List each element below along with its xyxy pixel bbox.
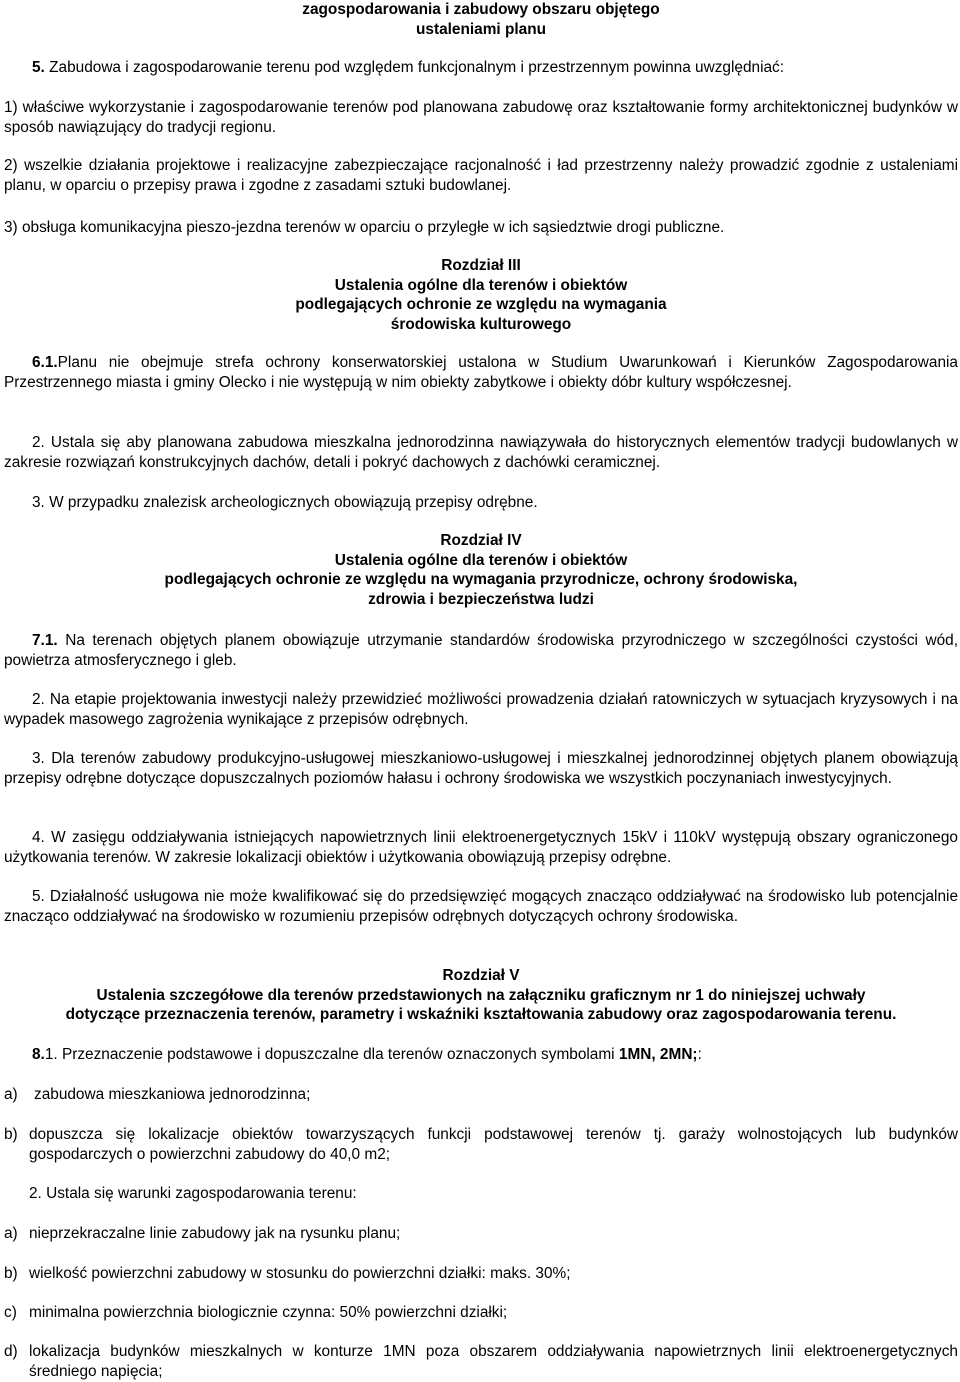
s6-paragraph-2: 2. Ustala się aby planowana zabudowa mieszkalna jednorodzinna nawiązywała do historycznych elementów tradycji budowlanych w zakresie rozwiązań konstrukcyjnych dachów, detali i pokryć dachowych z dachówki ceramicznej. <box>4 434 958 471</box>
s6-number: 6.1. <box>32 354 58 371</box>
s8-item-b: b) dopuszcza się lokalizacje obiektów towarzyszących funkcji podstawowej terenów tj. garaży wolnostojących lub budynków gospodarczych o powierzchni zabudowy do 40,0 m2; <box>4 1126 958 1163</box>
s5-item-2: 2) wszelkie działania projektowe i realizacyjne zabezpieczające racjonalność i ład przestrzenny należy prowadzić zgodnie z ustaleniami planu, w oparciu o przepisy prawa i zgodne z zasadami sztuki budowlanej. <box>4 157 958 194</box>
s7-paragraph-2: 2. Na etapie projektowania inwestycji należy przewidzieć możliwości prowadzenia działań ratowniczych w sytuacjach kryzysowych i na wypadek masowego zagrożenia wynikające z przepisów odrębnych. <box>4 691 958 728</box>
top-heading-line1: zagospodarowania i zabudowy obszaru objętego <box>302 1 660 18</box>
s7-number: 7.1. <box>32 632 58 649</box>
s6-paragraph-3: 3. W przypadku znalezisk archeologicznych obowiązują przepisy odrębne. <box>32 494 538 511</box>
s8-paragraph-1: 8.1. Przeznaczenie podstawowe i dopuszczalne dla terenów oznaczonych symbolami 1MN, 2MN;: <box>32 1046 702 1063</box>
s7-paragraph-5: 5. Działalność usługowa nie może kwalifikować się do przedsięwzięć mogących znacząco oddziaływać na środowisko lub potencjalnie znacząco oddziaływać na środowisko w rozumieniu przepisów odrębnych dotyczących ochrony środowiska. <box>4 888 958 925</box>
top-heading-line2: ustaleniami planu <box>416 20 546 38</box>
chapter-4-heading: Rozdział IV Ustalenia ogólne dla terenów i obiektów podlegających ochronie ze względu na wymagania przyrodnicze, ochrony środowiska, zdrowia i bezpieczeństwa ludzi <box>164 532 798 608</box>
s7-paragraph-1: 7.1. Na terenach objętych planem obowiązuje utrzymanie standardów środowiska przyrodniczego w szczególności czystości wód, powietrza atmosferycznego i gleb. <box>4 632 958 669</box>
chapter-5-heading: Rozdział V Ustalenia szczegółowe dla terenów przedstawionych na załączniku graficznym nr 1 do niniejszej uchwały dotyczące przeznaczenia terenów, parametry i wskaźniki kształtowania zabudowy oraz zagospodarowania terenu. <box>65 967 897 1023</box>
top-heading <box>4 0 958 39</box>
s8-number: 8. <box>32 1046 45 1063</box>
s5-item-3: 3) obsługa komunikacyjna pieszo-jezdna terenów w oparciu o przyległe w ich sąsiedztwie drogi publiczne. <box>4 219 725 236</box>
chapter-3-heading: Rozdział III Ustalenia ogólne dla terenów i obiektów podlegających ochronie ze względu na wymagania środowiska kulturowego <box>295 257 667 333</box>
s5-item-1: 1) właściwe wykorzystanie i zagospodarowanie terenów pod planowana zabudowę oraz kształtowanie formy architektonicznej budynków w sposób nawiązujący do tradycji regionu. <box>4 99 958 136</box>
s5-intro: 5. Zabudowa i zagospodarowanie terenu pod względem funkcjonalnym i przestrzennym powinna uwzględniać: <box>32 59 785 76</box>
s8-item-a: a) zabudowa mieszkaniowa jednorodzinna; <box>4 1086 311 1103</box>
s6-paragraph-1: 6.1.Planu nie obejmuje strefa ochrony konserwatorskiej ustalona w Studium Uwarunkowań i Kierunków Zagospodarowania Przestrzennego miasta i gminy Olecko i nie występują w nim obiekty zabytkowe i obiekty dóbr kultury współczesnej. <box>4 354 958 391</box>
s8-condition-a: a) nieprzekraczalne linie zabudowy jak na rysunku planu; <box>4 1225 401 1242</box>
s8-condition-d: d) lokalizacja budynków mieszkalnych w konturze 1MN poza obszarem oddziaływania napowietrznych linii elektroenergetycznych średniego napięcia; <box>4 1343 958 1380</box>
s7-paragraph-4: 4. W zasięgu oddziaływania istniejących napowietrznych linii elektroenergetycznych 15kV i 110kV występują obszary ograniczonego użytkowania terenów. W zakresie lokalizacji obiektów i użytkowania obowiązują przepisy odrębne. <box>4 829 958 866</box>
s8-condition-c: c) minimalna powierzchnia biologicznie czynna: 50% powierzchni działki; <box>4 1304 508 1321</box>
s8-paragraph-2: 2. Ustala się warunki zagospodarowania terenu: <box>29 1185 357 1202</box>
s5-number: 5. <box>32 59 45 76</box>
s8-condition-b: b) wielkość powierzchni zabudowy w stosunku do powierzchni działki: maks. 30%; <box>4 1265 571 1282</box>
s7-paragraph-3: 3. Dla terenów zabudowy produkcyjno-usługowej mieszkaniowo-usługowej i mieszkalnej jednorodzinnej objętych planem obowiązują przepisy odrębne dotyczące dopuszczalnych poziomów hałasu i ochrony środowiska we wszystkich poczynaniach inwestycyjnych. <box>4 750 958 787</box>
